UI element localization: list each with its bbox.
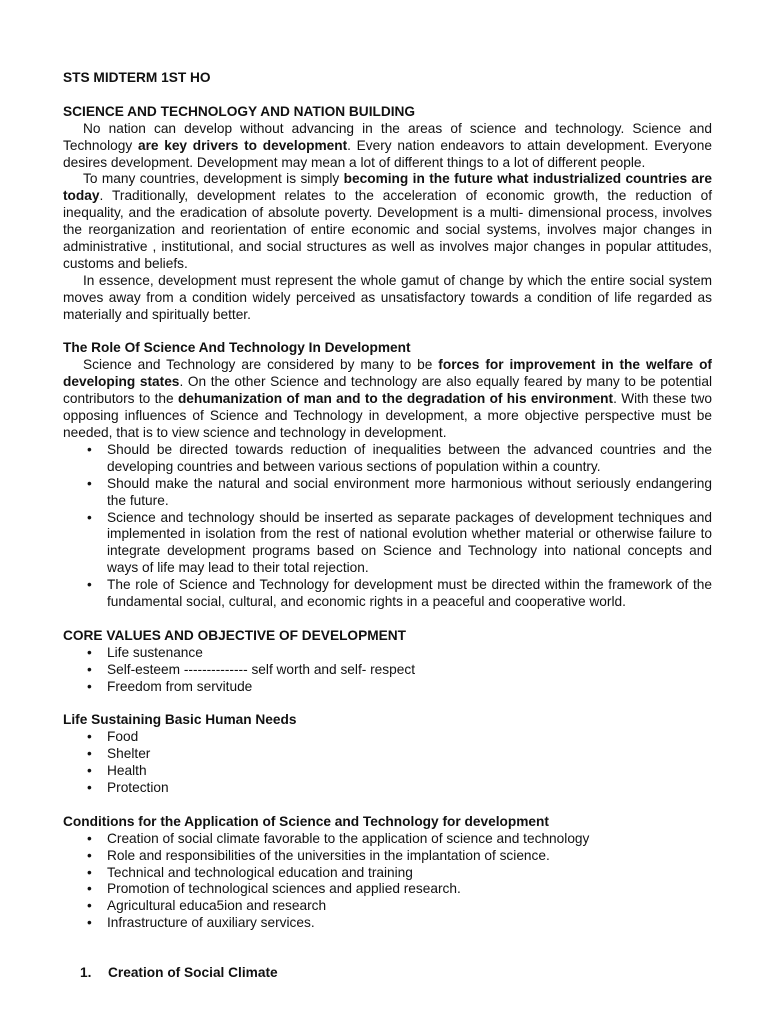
text-run: . Every nation endeavors to attain development. Everyone desires development. Development may mean a lot of different things to a lot of different people.	[63, 137, 712, 170]
section-heading-conditions: Conditions for the Application of Science and Technology for development	[63, 813, 549, 829]
section-heading-core-values: CORE VALUES AND OBJECTIVE OF DEVELOPMENT	[63, 627, 406, 643]
bold-text: dehumanization of man and to the degradation of his environment	[177, 391, 614, 407]
paragraph	[63, 273, 712, 324]
bold-text: becoming in the future what industrialized countries are today	[63, 171, 712, 204]
list-item: • Should be directed towards reduction of inequalities between the advanced countries and the developing countries and between various sections of population within a country.	[63, 442, 712, 476]
bold-text: are key drivers to development	[137, 137, 348, 153]
section-heading-nation-building: SCIENCE AND TECHNOLOGY AND NATION BUILDING	[63, 103, 416, 119]
heading-number: 1.	[80, 965, 92, 981]
numbered-heading-title: Creation of Social Climate	[108, 965, 278, 981]
text-run: . With these two opposing influences of Science and Technology in development, a more objective perspective must be needed, that is to view science and technology in development.	[63, 391, 712, 440]
section-heading-basic-needs: Life Sustaining Basic Human Needs	[63, 712, 297, 728]
bullet-list	[63, 645, 712, 696]
list-item: • Role and responsibilities of the universities in the implantation of science.	[63, 848, 712, 865]
list-item: • Protection	[63, 780, 712, 797]
list-item: • Creation of social climate favorable to the application of science and technology	[63, 831, 712, 848]
document-content	[63, 70, 712, 982]
text-run: To many countries, development is simply	[83, 171, 344, 187]
text-run: . On the other Science and technology are also equally feared by many to be potential contributors to the	[63, 374, 712, 407]
paragraph	[63, 171, 712, 272]
text-run: Science and Technology are considered by many to be	[83, 357, 439, 373]
section-heading-role-of-st: The Role Of Science And Technology In Development	[63, 340, 411, 356]
list-item: • Infrastructure of auxiliary services.	[63, 915, 712, 932]
bullet-list	[63, 442, 712, 611]
list-item: • Shelter	[63, 746, 712, 763]
list-item: • Agricultural educa5ion and research	[63, 898, 712, 915]
list-item: • Science and technology should be inserted as separate packages of development techniques and implemented in isolation from the rest of national evolution whether material or otherwise failure to integrate development programs based on Science and Technology into national concepts and ways of life may lead to their total rejection.	[63, 510, 712, 578]
text-run: No nation can develop without advancing in the areas of science and technology. Science and Technology	[63, 120, 712, 153]
list-item: • Promotion of technological sciences and applied research.	[63, 881, 712, 898]
numbered-heading	[63, 965, 712, 982]
list-item: • Life sustenance	[63, 645, 712, 662]
text-run: . Traditionally, development relates to the acceleration of economic growth, the reduction of inequality, and the eradication of absolute poverty. Development is a multi- dimensional process, involves the reorganization and reorientation of entire economic and social systems, involves major changes in administrative , institutional, and social structures as well as involves major changes in popular attitudes, customs and beliefs.	[63, 188, 712, 271]
bold-text: forces for improvement in the welfare of developing states	[63, 357, 712, 390]
bullet-list	[63, 831, 712, 932]
list-item: • Should make the natural and social environment more harmonious without seriously endangering the future.	[63, 476, 712, 510]
list-item: • Self-esteem -------------- self worth and self- respect	[63, 662, 712, 679]
list-item: • Food	[63, 729, 712, 746]
list-item: • The role of Science and Technology for development must be directed within the framework of the fundamental social, cultural, and economic rights in a peaceful and cooperative world.	[63, 577, 712, 611]
list-item: • Health	[63, 763, 712, 780]
list-item: • Technical and technological education and training	[63, 865, 712, 882]
list-item: • Freedom from servitude	[63, 679, 712, 696]
paragraph	[63, 357, 712, 442]
paragraph	[63, 121, 712, 172]
text-run: In essence, development must represent the whole gamut of change by which the entire social system moves away from a condition widely perceived as unsatisfactory towards a condition of life regarded as materially and spiritually better.	[63, 272, 712, 322]
doc-title: STS MIDTERM 1ST HO	[63, 70, 211, 85]
bullet-list	[63, 729, 712, 797]
